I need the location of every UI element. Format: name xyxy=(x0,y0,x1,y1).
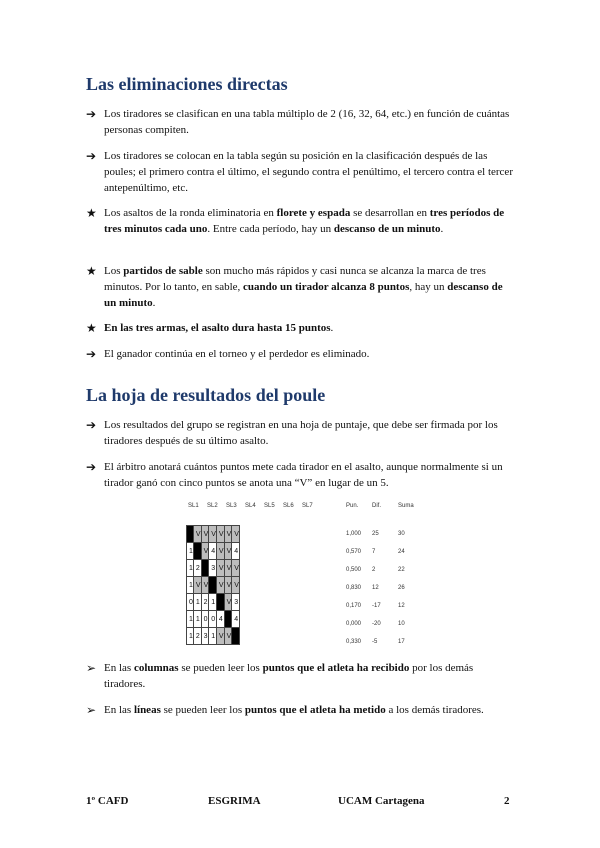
stat-value: 12 xyxy=(372,585,379,591)
stats-row xyxy=(346,561,426,579)
score-cell: 1 xyxy=(209,594,217,611)
stat-value: -5 xyxy=(372,639,378,645)
diagonal-cell xyxy=(232,628,240,645)
s2-bullet-1 xyxy=(86,417,516,449)
stats-row xyxy=(346,525,426,543)
stat-value: 2 xyxy=(372,567,376,573)
bullet-text: El ganador continúa en el torneo y el perdedor es eliminado. xyxy=(104,348,370,360)
s1-bullet-3 xyxy=(86,205,516,237)
score-cell: V xyxy=(209,526,217,543)
score-cell: 3 xyxy=(209,560,217,577)
column-header: SL4 xyxy=(245,503,256,509)
stat-value: 30 xyxy=(398,531,405,537)
diagonal-cell xyxy=(193,543,201,560)
s1-bullet-4 xyxy=(86,263,516,311)
stat-value: 1,000 xyxy=(346,531,362,537)
results-grid xyxy=(186,525,240,645)
score-cell: 2 xyxy=(193,628,201,645)
footer-course: 1º CAFD xyxy=(86,795,129,807)
bullet-text: Los partidos de sable son mucho más rápidos y casi nunca se alcanza la marca de tres minutos. Por lo tanto, en sable, cuando un tirador alcanza 8 puntos, hay un descanso de un minuto. xyxy=(104,265,503,309)
score-cell: V xyxy=(193,577,201,594)
s1-bullet-2 xyxy=(86,148,516,196)
stat-value: 0,000 xyxy=(346,621,362,627)
score-cell: V xyxy=(216,526,224,543)
bullet-text: En las tres armas, el asalto dura hasta 15 puntos. xyxy=(104,322,334,334)
stat-header: Dif. xyxy=(372,503,381,509)
stats-row xyxy=(346,543,426,561)
score-cell: 3 xyxy=(201,628,209,645)
score-cell: 0 xyxy=(187,594,194,611)
stat-value: 12 xyxy=(398,603,405,609)
table-row xyxy=(187,577,240,594)
bullet-text: Los asaltos de la ronda eliminatoria en florete y espada se desarrollan en tres períodos de tres minutos cada uno. Entre cada período, hay un descanso de un minuto. xyxy=(104,207,505,235)
stat-value: 26 xyxy=(398,585,405,591)
score-cell: 1 xyxy=(187,577,194,594)
score-cell: V xyxy=(224,577,232,594)
stats-row xyxy=(346,597,426,615)
stat-value: 0,570 xyxy=(346,549,362,555)
score-cell: V xyxy=(216,543,224,560)
score-cell: 1 xyxy=(187,543,194,560)
stat-value: 10 xyxy=(398,621,405,627)
score-cell: V xyxy=(232,560,240,577)
score-cell: V xyxy=(224,594,232,611)
section-title-eliminaciones: Las eliminaciones directas xyxy=(86,74,288,94)
score-cell: 4 xyxy=(232,611,240,628)
bullet-marker-icon: ➢ xyxy=(86,661,97,675)
stats-row xyxy=(346,615,426,633)
s1-bullet-5 xyxy=(86,320,516,336)
score-cell: 1 xyxy=(209,628,217,645)
score-cell: 4 xyxy=(209,543,217,560)
column-header: SL2 xyxy=(207,503,218,509)
stat-value: 0,330 xyxy=(346,639,362,645)
score-cell: V xyxy=(201,577,209,594)
stat-value: 24 xyxy=(398,549,405,555)
score-cell: 2 xyxy=(193,560,201,577)
stat-value: 22 xyxy=(398,567,405,573)
footer-subject: ESGRIMA xyxy=(208,795,261,807)
table-row xyxy=(187,628,240,645)
score-cell: 1 xyxy=(187,628,194,645)
footer-institution: UCAM Cartagena xyxy=(338,795,425,807)
score-cell: V xyxy=(201,543,209,560)
footer-page-number: 2 xyxy=(504,795,510,807)
bullet-marker-icon: ➔ xyxy=(86,149,97,163)
score-cell: V xyxy=(224,526,232,543)
bullet-marker-icon: ★ xyxy=(86,264,97,278)
score-cell: 1 xyxy=(187,560,194,577)
table-row xyxy=(187,543,240,560)
s1-bullet-1 xyxy=(86,106,516,138)
stat-value: 0,170 xyxy=(346,603,362,609)
bullet-marker-icon: ★ xyxy=(86,321,97,335)
stat-value: -17 xyxy=(372,603,381,609)
score-cell: V xyxy=(224,543,232,560)
stats-row xyxy=(346,633,426,651)
table-row xyxy=(187,526,240,543)
table-row xyxy=(187,560,240,577)
s2-bullet-2 xyxy=(86,459,516,491)
score-cell: V xyxy=(232,526,240,543)
diagonal-cell xyxy=(224,611,232,628)
score-cell: 0 xyxy=(209,611,217,628)
score-cell: 0 xyxy=(201,611,209,628)
score-cell: 2 xyxy=(201,594,209,611)
s2-after-bullet-1 xyxy=(86,660,516,692)
s1-bullet-6 xyxy=(86,346,516,362)
score-cell: V xyxy=(224,628,232,645)
stat-header: Pun. xyxy=(346,503,359,509)
bullet-text: Los resultados del grupo se registran en una hoja de puntaje, que debe ser firmada por los tiradores después de su último asalto. xyxy=(104,419,498,447)
results-stats xyxy=(346,525,426,651)
stats-row xyxy=(346,579,426,597)
stat-value: 0,500 xyxy=(346,567,362,573)
score-cell: 1 xyxy=(193,594,201,611)
column-header: SL7 xyxy=(302,503,313,509)
bullet-text: El árbitro anotará cuántos puntos mete cada tirador en el asalto, aunque normalmente si un tirador ganó con cinco puntos se anota una “V” en lugar de un 5. xyxy=(104,461,503,489)
column-header: SL5 xyxy=(264,503,275,509)
diagonal-cell xyxy=(201,560,209,577)
stat-value: 7 xyxy=(372,549,376,555)
diagonal-cell xyxy=(187,526,194,543)
score-cell: V xyxy=(193,526,201,543)
stat-value: 25 xyxy=(372,531,379,537)
score-cell: V xyxy=(232,577,240,594)
score-cell: V xyxy=(201,526,209,543)
column-header: SL1 xyxy=(188,503,199,509)
stat-value: 17 xyxy=(398,639,405,645)
stat-value: 0,830 xyxy=(346,585,362,591)
score-cell: V xyxy=(216,560,224,577)
bullet-marker-icon: ➔ xyxy=(86,418,97,432)
score-cell: V xyxy=(216,577,224,594)
bullet-marker-icon: ➔ xyxy=(86,347,97,361)
diagonal-cell xyxy=(216,594,224,611)
stat-value: -20 xyxy=(372,621,381,627)
column-header: SL6 xyxy=(283,503,294,509)
score-cell: 1 xyxy=(187,611,194,628)
s2-after-bullet-2 xyxy=(86,702,516,718)
score-cell: 3 xyxy=(232,594,240,611)
score-cell: V xyxy=(216,628,224,645)
bullet-marker-icon: ★ xyxy=(86,206,97,220)
score-cell: V xyxy=(224,560,232,577)
bullet-text: En las líneas se pueden leer los puntos que el atleta ha metido a los demás tiradores. xyxy=(104,704,484,716)
bullet-marker-icon: ➢ xyxy=(86,703,97,717)
bullet-text: Los tiradores se colocan en la tabla según su posición en la clasificación después de las poules; el primero contra el último, el segundo contra el penúltimo, el tercero contra el tercer antepenúltimo, etc. xyxy=(104,150,513,194)
bullet-text: Los tiradores se clasifican en una tabla múltiplo de 2 (16, 32, 64, etc.) en función de cuántas personas compiten. xyxy=(104,108,510,136)
score-cell: 1 xyxy=(193,611,201,628)
score-cell: 4 xyxy=(216,611,224,628)
bullet-text: En las columnas se pueden leer los puntos que el atleta ha recibido por los demás tiradores. xyxy=(104,662,474,690)
bullet-marker-icon: ➔ xyxy=(86,107,97,121)
diagonal-cell xyxy=(209,577,217,594)
table-row xyxy=(187,594,240,611)
column-header: SL3 xyxy=(226,503,237,509)
score-cell: 4 xyxy=(232,543,240,560)
section-title-hoja-resultados: La hoja de resultados del poule xyxy=(86,385,326,405)
stat-header: Suma xyxy=(398,503,414,509)
bullet-marker-icon: ➔ xyxy=(86,460,97,474)
table-row xyxy=(187,611,240,628)
